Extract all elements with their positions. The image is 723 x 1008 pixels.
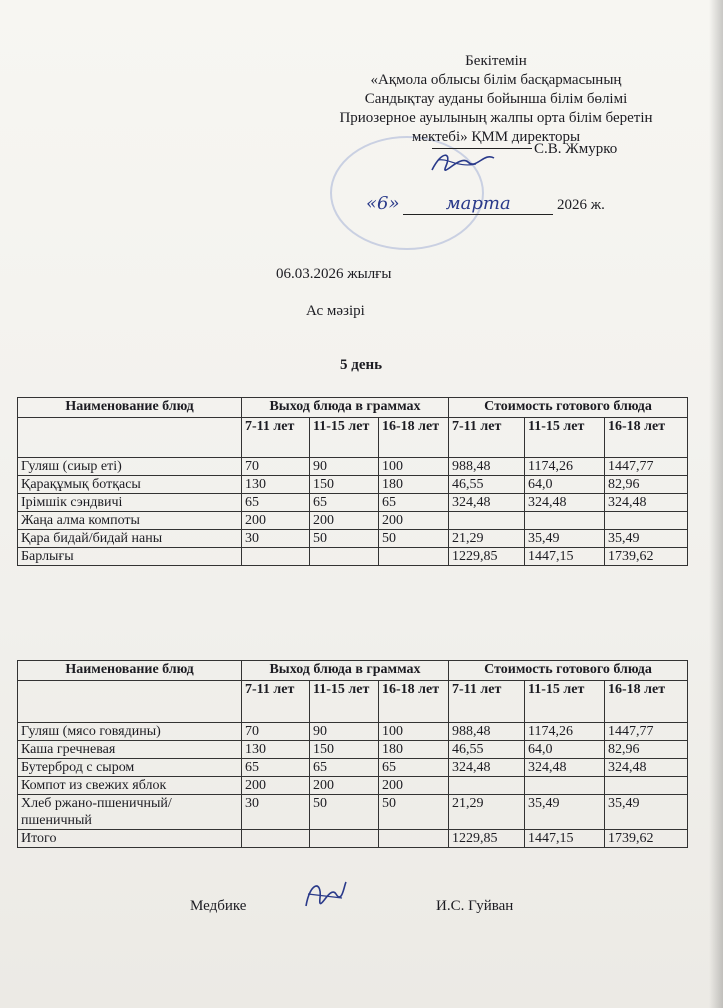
cost-cell (449, 512, 525, 530)
cost-cell: 46,55 (449, 476, 525, 494)
table-row (18, 830, 688, 848)
yield-cell: 200 (379, 777, 449, 795)
cost-cell: 324,48 (525, 759, 605, 777)
approval-line: Бекітемін (465, 53, 527, 69)
approval-date-month: марта (445, 193, 511, 214)
table-row (18, 458, 688, 476)
header-yield: Выход блюда в граммах (242, 398, 449, 418)
cost-cell: 1447,77 (605, 723, 688, 741)
yield-cell: 65 (242, 494, 310, 512)
yield-cell: 200 (379, 512, 449, 530)
age-group: 7-11 лет (449, 681, 525, 723)
cost-cell: 82,96 (605, 476, 688, 494)
dish-name-cell: Гуляш (сиыр еті) (18, 458, 242, 476)
yield-cell: 200 (310, 512, 379, 530)
age-group: 16-18 лет (379, 418, 449, 458)
dish-name-cell: Ірімшік сэндвичі (18, 494, 242, 512)
approval-date-year: 2026 ж. (556, 197, 605, 213)
header-cost: Стоимость готового блюда (449, 661, 688, 681)
yield-cell: 30 (242, 530, 310, 548)
approval-line: «Ақмола облысы білім басқармасының (370, 72, 622, 88)
approval-date-day: «6» (366, 193, 400, 214)
cost-cell: 1447,77 (605, 458, 688, 476)
age-group: 11-15 лет (310, 681, 379, 723)
dish-name-cell: Қара бидай/бидай наны (18, 530, 242, 548)
dish-name-cell: Хлеб ржано-пшеничный/пшеничный (18, 795, 242, 830)
nurse-label: Медбике (190, 898, 247, 914)
table-row (18, 795, 688, 830)
dish-name-cell: Қарақұмық ботқасы (18, 476, 242, 494)
menu-title: Ас мәзірі (306, 303, 365, 319)
age-group: 7-11 лет (242, 418, 310, 458)
cost-cell: 21,29 (449, 530, 525, 548)
cost-cell: 988,48 (449, 458, 525, 476)
yield-cell: 180 (379, 476, 449, 494)
yield-cell (242, 548, 310, 566)
age-group: 11-15 лет (310, 418, 379, 458)
yield-cell: 50 (379, 530, 449, 548)
cost-cell: 1174,26 (525, 458, 605, 476)
cost-cell: 1739,62 (605, 830, 688, 848)
header-cost: Стоимость готового блюда (449, 398, 688, 418)
header-dish-name: Наименование блюд (18, 398, 242, 418)
cost-cell: 1229,85 (449, 830, 525, 848)
yield-cell: 50 (379, 795, 449, 830)
age-group: 16-18 лет (605, 418, 688, 458)
yield-cell: 180 (379, 741, 449, 759)
approval-date-month-wrap (403, 193, 553, 215)
dish-name-cell: Гуляш (мясо говядины) (18, 723, 242, 741)
cost-cell: 35,49 (605, 795, 688, 830)
cost-cell (525, 777, 605, 795)
cost-cell: 324,48 (605, 759, 688, 777)
cost-cell: 324,48 (449, 494, 525, 512)
yield-cell: 200 (310, 777, 379, 795)
yield-cell: 150 (310, 476, 379, 494)
dish-name-cell: Каша гречневая (18, 741, 242, 759)
yield-cell: 50 (310, 530, 379, 548)
yield-cell: 65 (379, 494, 449, 512)
yield-cell: 65 (310, 494, 379, 512)
dish-name-cell: Компот из свежих яблок (18, 777, 242, 795)
cost-cell: 1739,62 (605, 548, 688, 566)
nurse-name: И.С. Гуйван (436, 898, 514, 914)
director-signature (428, 148, 498, 178)
header-empty (18, 418, 242, 458)
yield-cell: 90 (310, 723, 379, 741)
cost-cell: 64,0 (525, 741, 605, 759)
cost-cell: 988,48 (449, 723, 525, 741)
yield-cell: 30 (242, 795, 310, 830)
dish-name-cell: Жаңа алма компоты (18, 512, 242, 530)
header-yield: Выход блюда в граммах (242, 661, 449, 681)
age-group: 7-11 лет (449, 418, 525, 458)
table-row (18, 548, 688, 566)
menu-table-ru (17, 660, 688, 848)
cost-cell (605, 512, 688, 530)
age-group: 7-11 лет (242, 681, 310, 723)
table-row (18, 512, 688, 530)
cost-cell: 35,49 (605, 530, 688, 548)
dish-name-cell: Итого (18, 830, 242, 848)
yield-cell: 100 (379, 458, 449, 476)
age-group: 11-15 лет (525, 418, 605, 458)
approval-line: Приозерное ауылының жалпы орта білім беретін (339, 110, 653, 126)
age-group: 11-15 лет (525, 681, 605, 723)
cost-cell: 35,49 (525, 530, 605, 548)
yield-cell: 50 (310, 795, 379, 830)
dish-name-cell: Бутерброд с сыром (18, 759, 242, 777)
yield-cell (310, 830, 379, 848)
yield-cell (379, 548, 449, 566)
cost-cell: 324,48 (605, 494, 688, 512)
cost-cell: 1229,85 (449, 548, 525, 566)
document-date: 06.03.2026 жылғы (276, 266, 392, 282)
director-name: С.В. Жмурко (534, 141, 618, 157)
table-row (18, 476, 688, 494)
yield-cell: 70 (242, 723, 310, 741)
age-group: 16-18 лет (605, 681, 688, 723)
yield-cell: 100 (379, 723, 449, 741)
approval-date (366, 193, 605, 215)
approval-line: мектебі» ҚММ директоры (411, 129, 581, 145)
day-title: 5 день (340, 357, 383, 373)
yield-cell: 130 (242, 741, 310, 759)
yield-cell: 200 (242, 777, 310, 795)
table-row (18, 741, 688, 759)
cost-cell: 64,0 (525, 476, 605, 494)
table-row (18, 759, 688, 777)
yield-cell: 65 (242, 759, 310, 777)
cost-cell (605, 777, 688, 795)
yield-cell (310, 548, 379, 566)
yield-cell: 130 (242, 476, 310, 494)
yield-cell: 150 (310, 741, 379, 759)
cost-cell: 324,48 (525, 494, 605, 512)
table-row (18, 723, 688, 741)
yield-cell: 200 (242, 512, 310, 530)
cost-cell: 324,48 (449, 759, 525, 777)
table-row (18, 494, 688, 512)
yield-cell: 70 (242, 458, 310, 476)
cost-cell: 1447,15 (525, 830, 605, 848)
cost-cell: 1174,26 (525, 723, 605, 741)
cost-cell: 35,49 (525, 795, 605, 830)
cost-cell: 21,29 (449, 795, 525, 830)
cost-cell (525, 512, 605, 530)
table-row (18, 530, 688, 548)
cost-cell: 82,96 (605, 741, 688, 759)
menu-table-kz (17, 397, 688, 566)
yield-cell: 65 (379, 759, 449, 777)
approval-block (296, 52, 696, 147)
cost-cell (449, 777, 525, 795)
nurse-signature (300, 876, 350, 916)
dish-name-cell: Барлығы (18, 548, 242, 566)
header-empty (18, 681, 242, 723)
yield-cell (242, 830, 310, 848)
cost-cell: 1447,15 (525, 548, 605, 566)
yield-cell: 90 (310, 458, 379, 476)
cost-cell: 46,55 (449, 741, 525, 759)
table-row (18, 777, 688, 795)
page-edge-shadow (709, 0, 723, 1008)
age-group: 16-18 лет (379, 681, 449, 723)
approval-line: Сандықтау ауданы бойынша білім бөлімі (364, 91, 628, 107)
yield-cell (379, 830, 449, 848)
header-dish-name: Наименование блюд (18, 661, 242, 681)
yield-cell: 65 (310, 759, 379, 777)
